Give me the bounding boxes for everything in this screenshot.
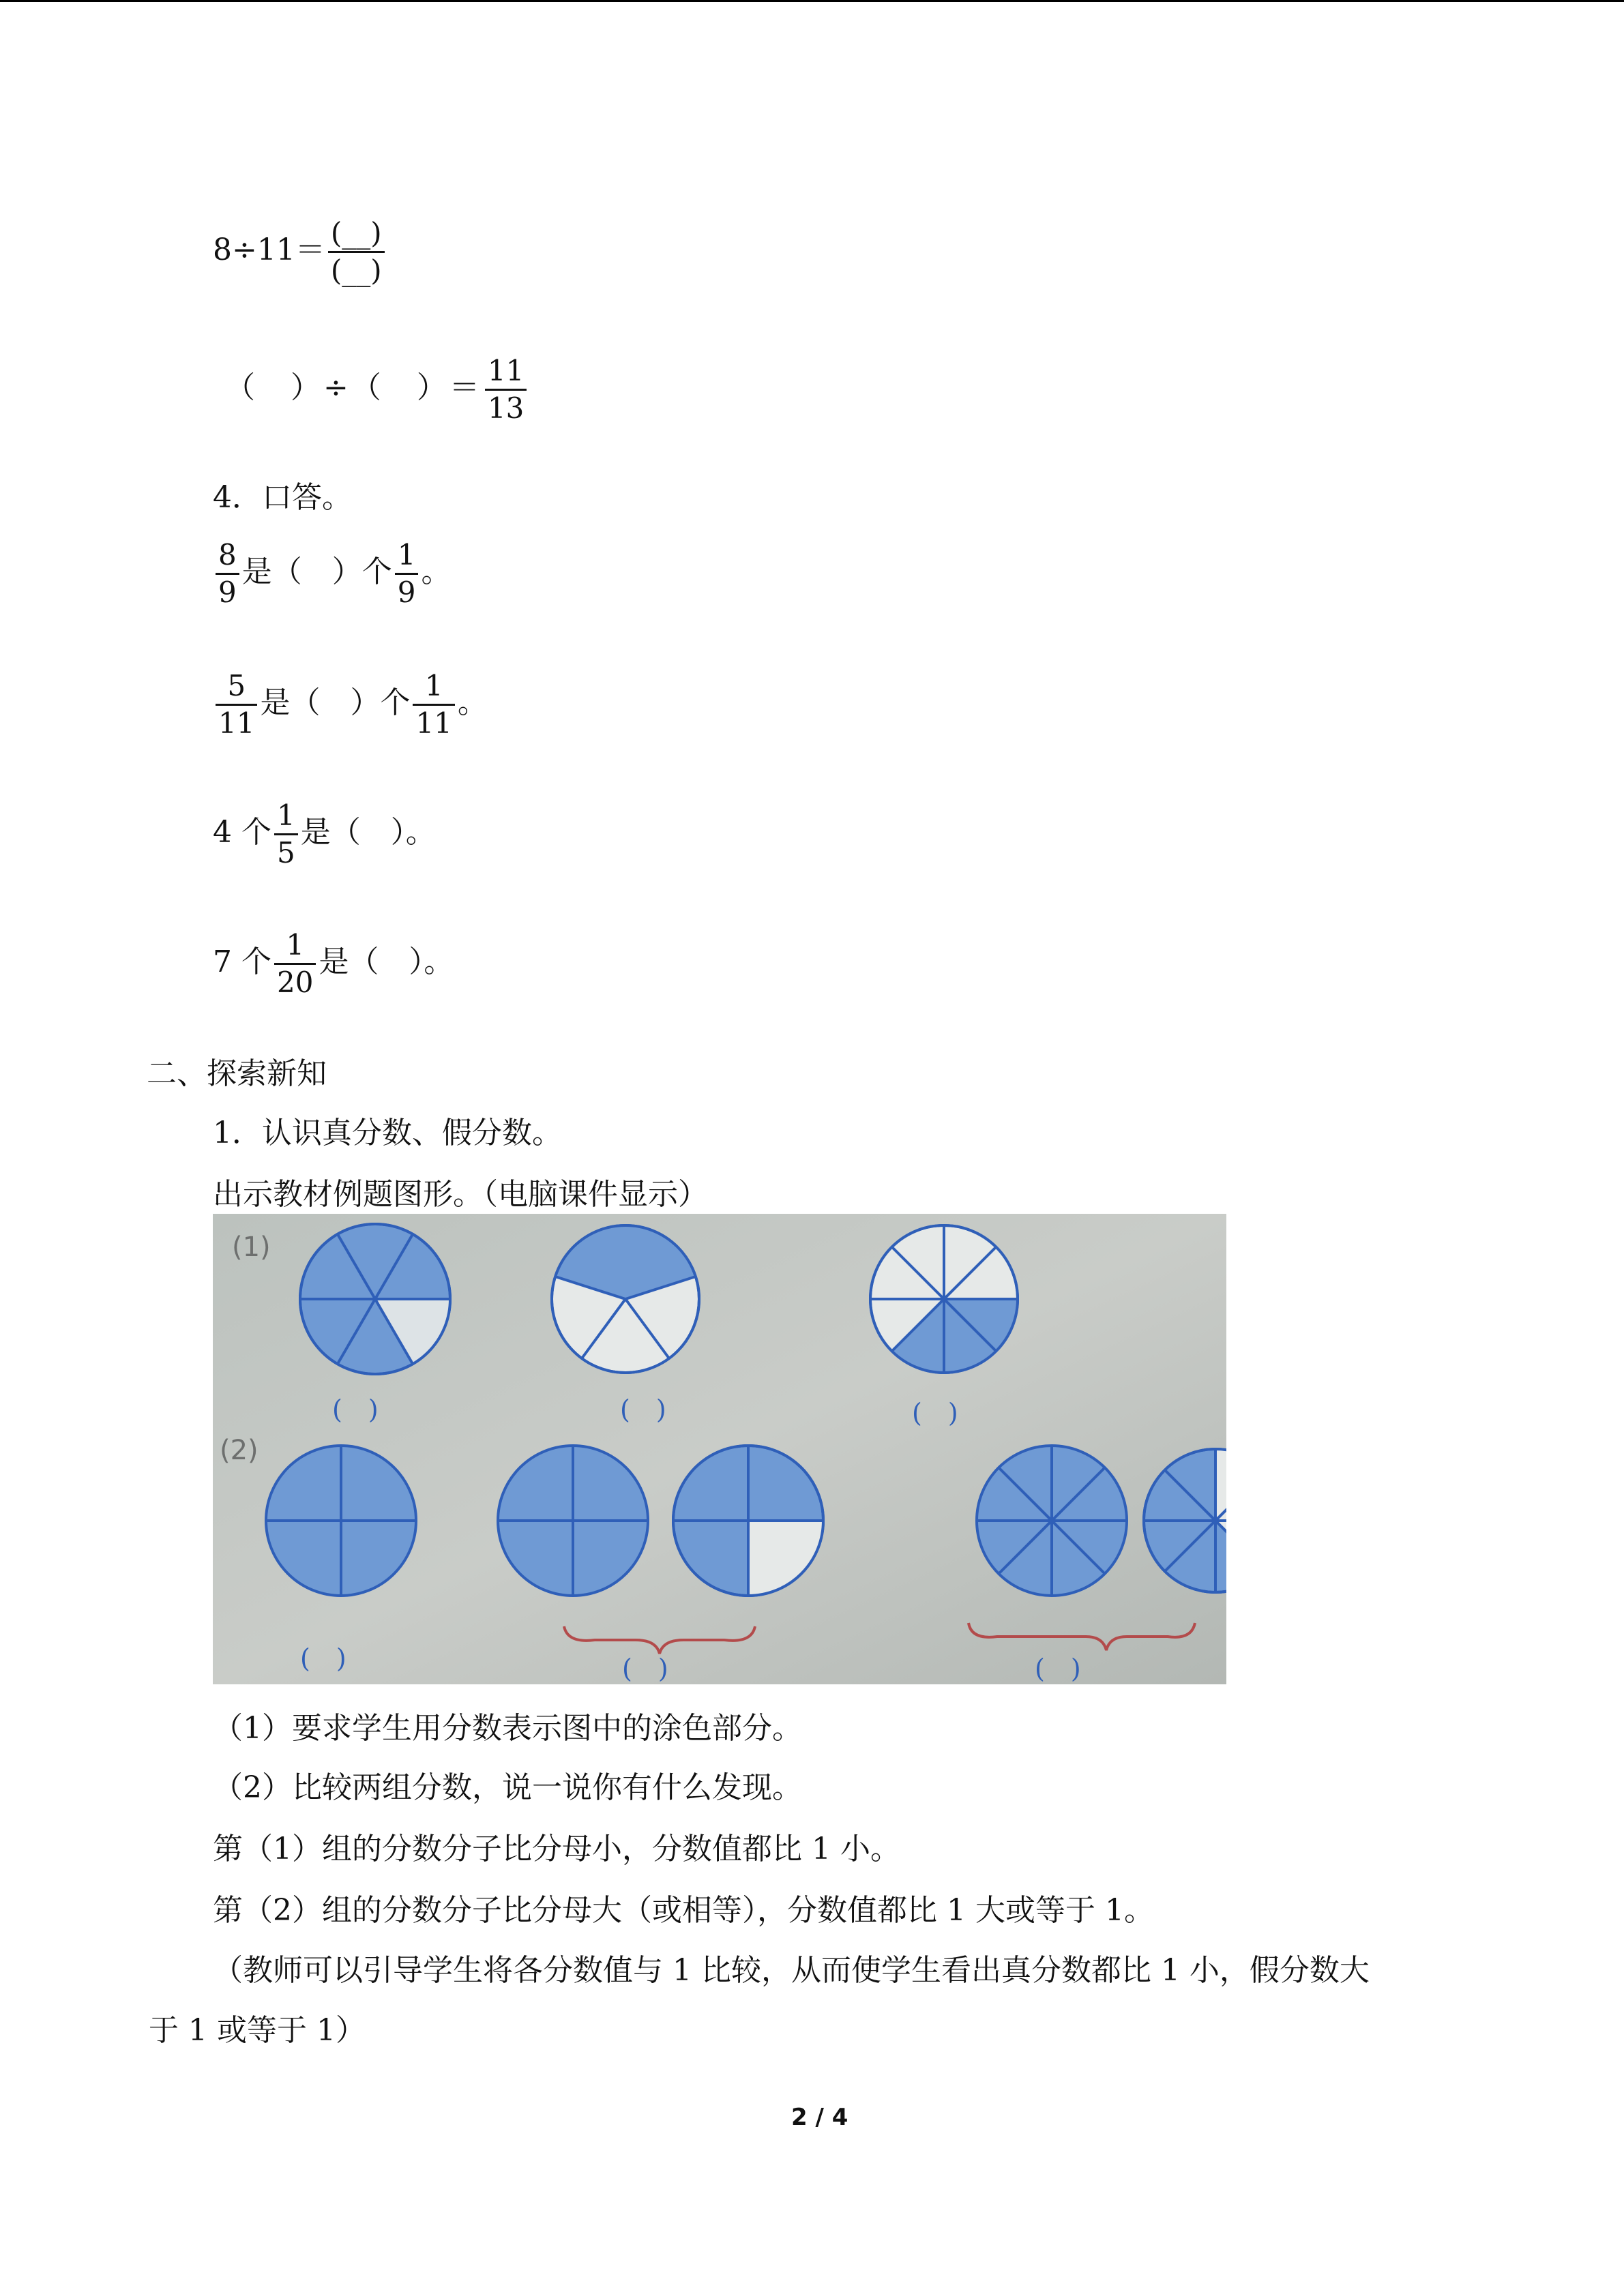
text: 是（ ）个 [241, 554, 392, 589]
answer-blank: ( ) [620, 1395, 666, 1425]
circle-8-parts-8-shaded [977, 1446, 1127, 1596]
top-border [0, 0, 1624, 2]
numerator: 1 [286, 928, 305, 961]
oral-q3 [213, 799, 436, 869]
denominator: 20 [276, 966, 314, 999]
denominator: 9 [397, 576, 416, 609]
text: 。 [457, 685, 488, 720]
answer-blank: ( ) [912, 1398, 958, 1428]
text: 是（ ）。 [300, 815, 436, 850]
blank-denominator: (__) [330, 254, 382, 287]
text: 4 个 [213, 815, 271, 850]
teacher-note-line-1: （教师可以引导学生将各分数值与 1 比较，从而使学生看出真分数都比 1 小，假分数大 [213, 1953, 1370, 1988]
page-number: 2 / 4 [791, 2104, 848, 2131]
section-2-item-1: 1．认识真分数、假分数。 [213, 1116, 562, 1150]
finding-1: 第（1）组的分数分子比分母小，分数值都比 1 小。 [213, 1832, 900, 1866]
numerator: 5 [227, 669, 246, 702]
denominator: 5 [276, 836, 295, 869]
denominator: 9 [218, 576, 237, 609]
answer-blank: ( ) [1035, 1654, 1081, 1684]
answer-blank: ( ) [300, 1643, 346, 1673]
numerator: 11 [487, 354, 525, 387]
finding-2: 第（2）组的分数分子比分母大（或相等），分数值都比 1 大或等于 1。 [213, 1893, 1154, 1928]
numerator: 1 [397, 538, 416, 571]
fraction-blank [328, 217, 385, 287]
textbook-figure [213, 1214, 1226, 1684]
denominator: 11 [218, 706, 255, 740]
answer-blank: ( ) [332, 1395, 379, 1425]
numerator: 1 [276, 799, 295, 832]
oral-q1 [213, 539, 451, 609]
circle-4-parts-4-shaded [266, 1446, 416, 1596]
answer-blank: ( ) [622, 1654, 668, 1684]
text: 是（ ）个 [260, 685, 411, 720]
circle-4-parts-3-shaded [673, 1446, 823, 1596]
oral-q2 [213, 670, 488, 740]
division-2-left: （ ）÷（ ）＝ [225, 370, 482, 405]
oral-q4 [213, 929, 454, 999]
text: 。 [421, 554, 452, 589]
circle-5-parts-2-shaded [552, 1225, 699, 1373]
row-2-label: (2) [220, 1435, 259, 1466]
numerator: 8 [218, 538, 237, 571]
circle-4-parts-4-shaded [498, 1446, 648, 1596]
instruction-1: （1）要求学生用分数表示图中的涂色部分。 [213, 1711, 802, 1746]
text: 是（ ）。 [319, 944, 454, 979]
instruction-2: （2）比较两组分数，说一说你有什么发现。 [213, 1770, 802, 1805]
item-4-heading: 4．口答。 [213, 480, 352, 515]
division-row-2 [225, 355, 529, 425]
circle-6-parts-5-shaded [300, 1224, 450, 1374]
circle-8-parts-3-shaded [870, 1225, 1018, 1373]
denominator: 13 [487, 391, 525, 425]
section-2-show: 出示教材例题图形。（电脑课件显示） [213, 1177, 708, 1212]
teacher-note-line-2: 于 1 或等于 1） [149, 2013, 366, 2048]
division-row-1 [213, 217, 387, 287]
fraction-11-13 [485, 355, 527, 425]
row-1-label: (1) [232, 1232, 271, 1263]
text: 7 个 [213, 944, 271, 979]
section-2-heading: 二、探索新知 [147, 1056, 327, 1091]
division-1-left: 8÷11＝ [213, 233, 325, 267]
numerator: 1 [424, 669, 443, 702]
denominator: 11 [415, 706, 452, 740]
blank-numerator: (__) [330, 216, 382, 250]
